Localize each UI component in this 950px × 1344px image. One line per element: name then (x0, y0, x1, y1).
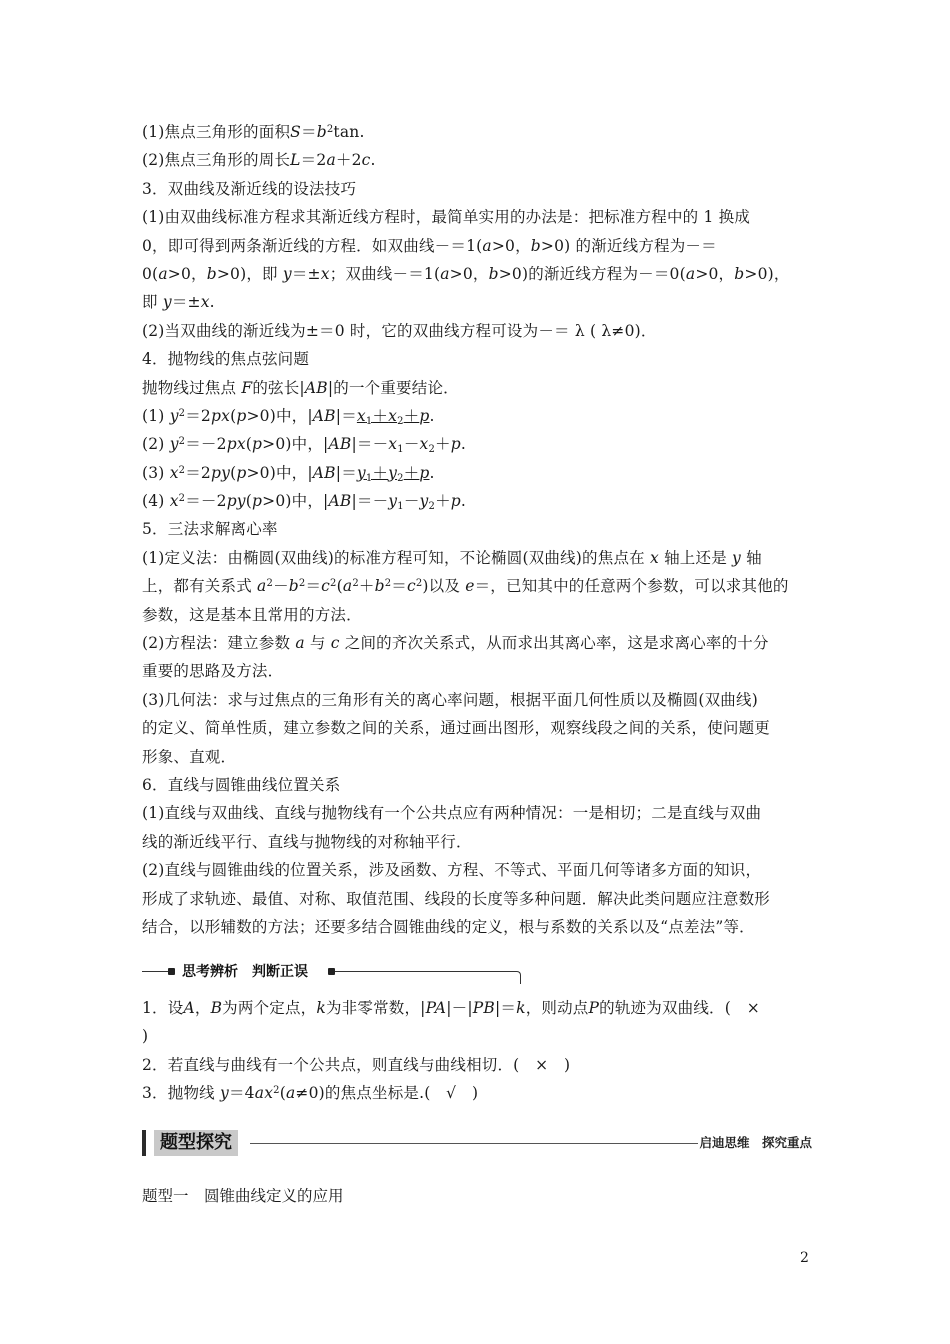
line-10: 抛物线过焦点 F的弦长|AB|的一个重要结论． (142, 378, 459, 397)
line-23: 形象、直观． (142, 747, 237, 766)
section-rule (250, 1143, 698, 1144)
square-bullet-icon (168, 968, 175, 975)
line-25: (1)直线与双曲线、直线与抛物线有一个公共点应有两种情况：一是相切；二是直线与双曲 (142, 804, 762, 823)
line-27: (2)直线与圆锥曲线的位置关系，涉及函数、方程、不等式、平面几何等诸多方面的知识， (142, 861, 762, 880)
line-22: 的定义、简单性质，建立参数之间的关系，通过画出图形，观察线段之间的关系，使问题更 (142, 719, 771, 738)
line-29: 结合，以形辅数的方法；还要多结合圆锥曲线的定义，根与系数的关系以及“点差法”等． (142, 917, 755, 936)
question-2: 2．若直线与曲线有一个公共点，则直线与曲线相切．( × ) (142, 1055, 571, 1074)
line-28: 形成了求轨迹、最值、对称、取值范围、线段的长度等多种问题．解决此类问题应注意数形 (142, 889, 771, 908)
questions (142, 994, 812, 1108)
section-accent-bar (142, 1130, 146, 1156)
heading-3: 3．双曲线及渐近线的设法技巧 (142, 179, 357, 198)
think-box-header (142, 960, 520, 984)
question-3: 3．抛物线 $y=4ax^2(a\ne 0)$的焦点坐标是.( √ ) (142, 1084, 479, 1103)
line-16: (1)定义法：由椭圆(双曲线)的标准方程可知，不论椭圆(双曲线)的焦点在 x 轴上还是 y 轴 (142, 548, 762, 567)
line-26: 线的渐近线平行、直线与抛物线的对称轴平行． (142, 832, 472, 851)
line-17: 上，都有关系式 $a^2-b^2=c^2(a^2+b^2=c^2)$以及 e＝，已知其中的任意两个参数，可以求其他的 (142, 577, 789, 596)
line-19: (2)方程法：建立参数 a 与 c 之间的齐次关系式，从而求出其离心率，这是求离心率的十分 (142, 634, 769, 653)
line-focal-triangle-area: (1)焦点三角形的面积$S=b^2\tan$. (142, 123, 365, 141)
line-6: 0(a>0，b>0)，即 y＝±x；双曲线－＝1(a>0，b>0)的渐近线方程为－＝0(a>0，b>0)， (142, 264, 790, 283)
line-21: (3)几何法：求与过焦点的三角形有关的离心率问题，根据平面几何性质以及椭圆(双曲线) (142, 690, 758, 709)
line-7: 即 y＝±x. (142, 293, 215, 312)
heading-6: 6．直线与圆锥曲线位置关系 (142, 775, 341, 794)
line-focal-triangle-perimeter: (2)焦点三角形的周长L＝2a＋2c. (142, 151, 376, 170)
line-4: (1)由双曲线标准方程求其渐近线方程时，最简单实用的办法是：把标准方程中的 1 换成 (142, 208, 751, 227)
section-header (142, 1127, 812, 1159)
line-11: (1) $y^2=2px(p>0)$中，$|AB|=x_1+x_2+p$. (142, 406, 435, 427)
line-14: (4) $x^2=-2py(p>0)$中，$|AB|=-y_1-y_2+p$. (142, 492, 467, 513)
think-box-rule-right (335, 971, 516, 972)
heading-5: 5．三法求解离心率 (142, 520, 278, 539)
heading-4: 4．抛物线的焦点弦问题 (142, 350, 310, 369)
line-18: 参数，这是基本且常用的方法． (142, 605, 362, 624)
think-box-title: 思考辨析 判断正误 (182, 964, 308, 980)
topic-heading: 题型一 圆锥曲线定义的应用 (142, 1187, 344, 1205)
question-1: 1．设A，B为两个定点，k为非零常数，|PA|－|PB|＝k，则动点P的轨迹为双曲线．( × (142, 999, 760, 1017)
line-12: (2) $y^2=-2px(p>0)$中，$|AB|=-x_1-x_2+p$. (142, 435, 466, 456)
body-text (142, 118, 812, 941)
square-bullet-icon (328, 968, 335, 975)
page-number: 2 (800, 1250, 809, 1266)
think-box-rule-left (142, 971, 168, 972)
section-title: 题型探究 (154, 1130, 238, 1156)
question-1-cont: ) (142, 1027, 149, 1046)
line-20: 重要的思路及方法． (142, 662, 284, 681)
think-box-corner (516, 971, 521, 984)
section-subtitle: 启迪思维 探究重点 (699, 1135, 812, 1150)
line-5: 0，即可得到两条渐近线的方程．如双曲线－＝1(a>0，b>0) 的渐近线方程为－＝ (142, 236, 717, 255)
line-13: (3) $x^2=2py(p>0)$中，$|AB|=y_1+y_2+p$. (142, 463, 435, 484)
line-8: (2)当双曲线的渐近线为±＝0 时，它的双曲线方程可设为－＝ λ ( λ≠0)． (142, 321, 657, 340)
